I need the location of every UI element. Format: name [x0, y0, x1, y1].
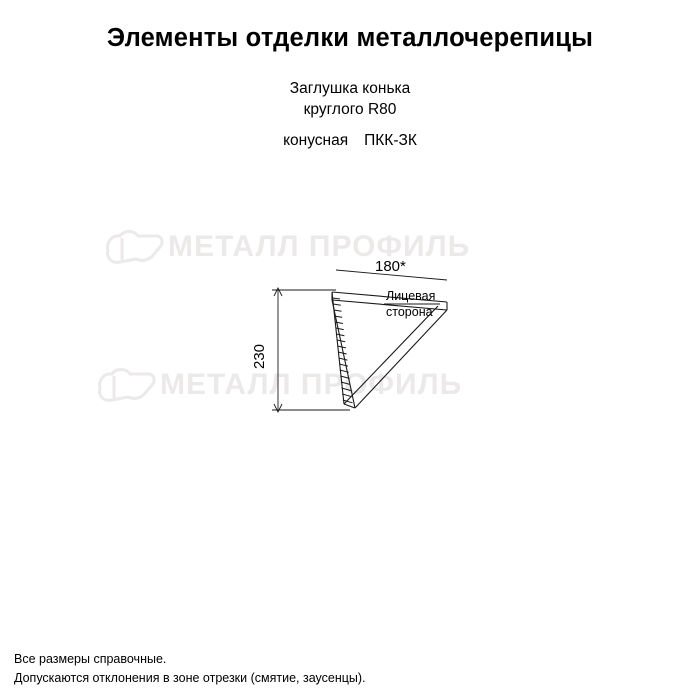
- product-code: ПКК-ЗК: [364, 132, 417, 149]
- height-dimension-label: 230: [251, 343, 269, 370]
- face-side-label-line1: Лицевая: [386, 289, 436, 303]
- face-side-label: [386, 288, 435, 320]
- watermark-bottom-text: МЕТАЛЛ ПРОФИЛЬ: [160, 368, 463, 401]
- cone-back-edge-bottom: [344, 404, 355, 408]
- product-subtitle-line1: Заглушка конька: [289, 80, 411, 97]
- footer-notes: [14, 650, 366, 688]
- footer-note-line2: Допускаются отклонения в зоне отрезки (смятие, заусенцы).: [14, 671, 366, 685]
- drawing-svg: [0, 170, 700, 500]
- angle-dimension-label: 180*: [375, 258, 406, 275]
- technical-drawing: [0, 170, 700, 500]
- cone-lower-edge: [355, 310, 447, 408]
- product-subtitle: [0, 78, 700, 120]
- footer-note-line1: Все размеры справочные.: [14, 652, 167, 666]
- product-type-label: конусная: [283, 132, 349, 149]
- page-title: Элементы отделки металлочерепицы: [106, 24, 594, 52]
- watermark-top-text: МЕТАЛЛ ПРОФИЛЬ: [168, 230, 471, 263]
- product-code-line: [0, 132, 700, 150]
- cone-lower-inner-edge: [344, 306, 438, 404]
- face-side-label-line2: сторона: [386, 305, 433, 319]
- product-subtitle-line2: круглого R80: [303, 101, 397, 118]
